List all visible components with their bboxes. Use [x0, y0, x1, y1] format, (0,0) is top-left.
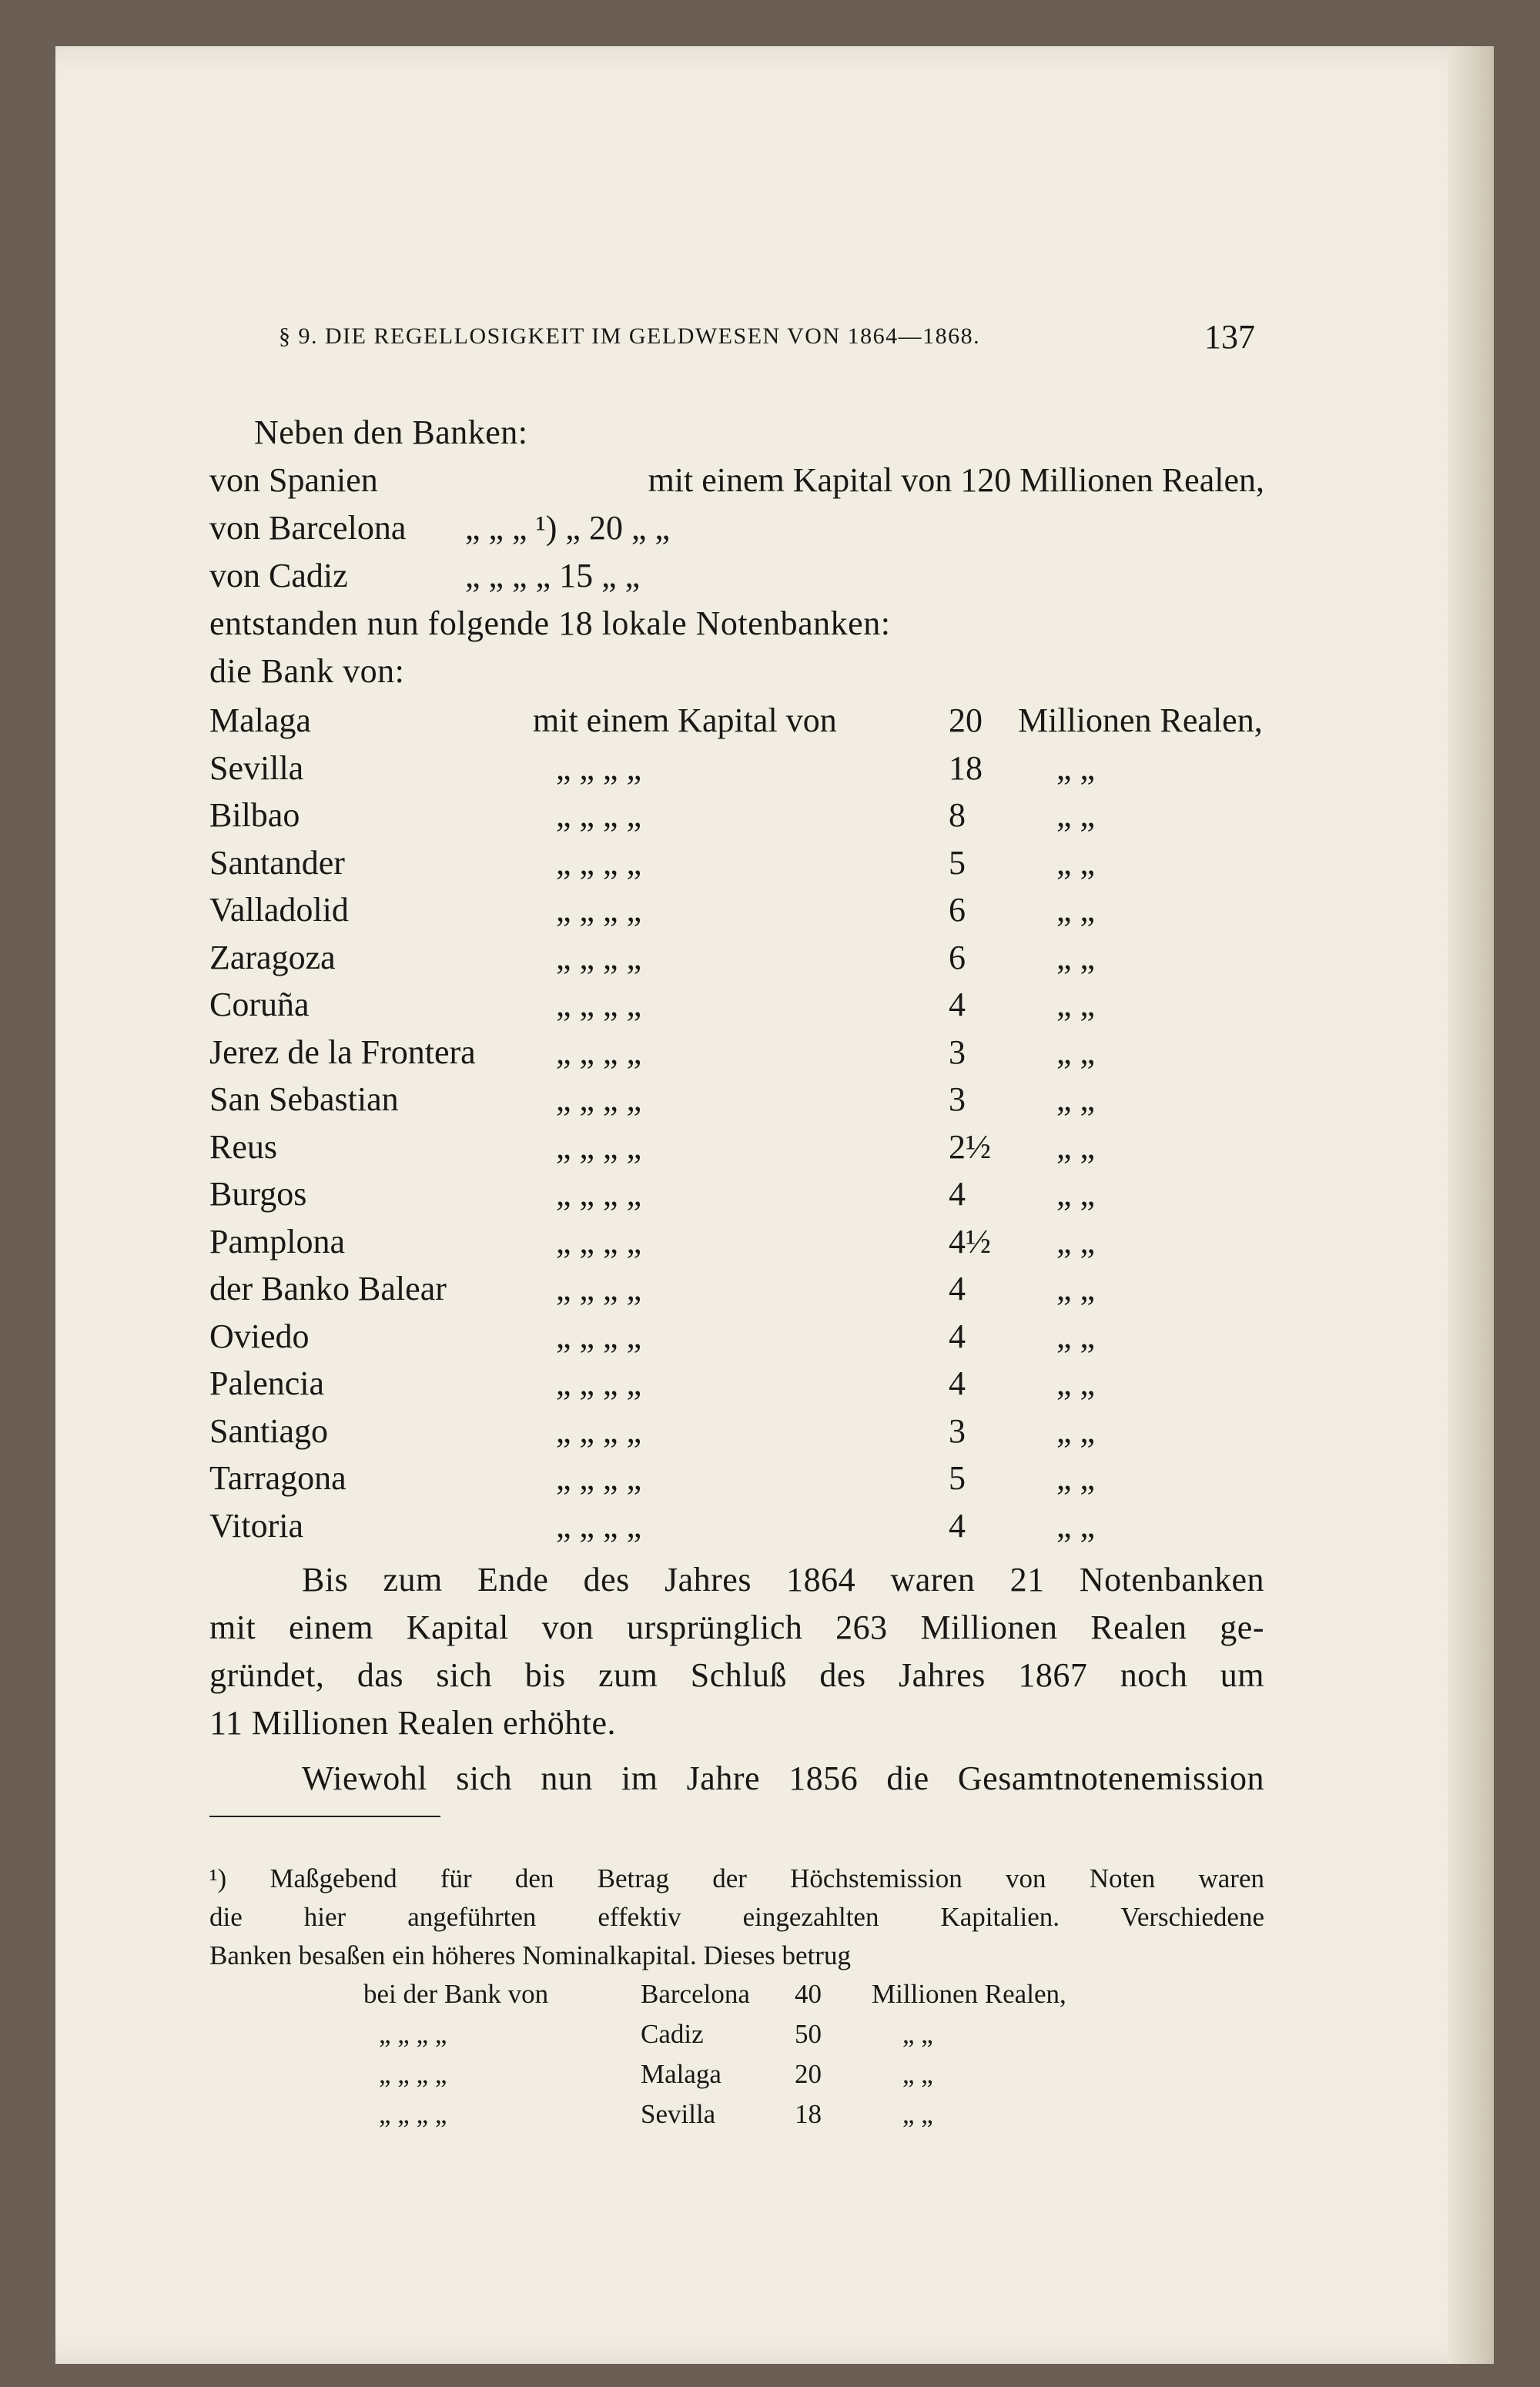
bank-capital: „ „ „ „ 15 „ „	[465, 557, 641, 594]
bank-name: Bilbao	[209, 796, 300, 834]
bank-capital: „ „ „ ¹) „ 20 „ „	[465, 509, 671, 547]
footnote-prefix: „ „ „ „	[379, 2059, 447, 2089]
footnote-amount: 40	[795, 1979, 822, 2009]
bank-name: Vitoria	[209, 1506, 303, 1545]
bank-unit: „ „	[1056, 1459, 1096, 1497]
bank-unit: „ „	[1056, 1080, 1096, 1118]
footnote-unit: „ „	[902, 2059, 933, 2089]
bank-capital: mit einem Kapital von 120 Millionen Realen,	[648, 461, 1264, 499]
bank-capital-text: „ „ „ „	[556, 986, 642, 1023]
footnote-city: Cadiz	[641, 2019, 704, 2049]
bank-amount: 4	[949, 1506, 966, 1545]
bank-capital-text: „ „ „ „	[556, 843, 642, 882]
bank-capital-text: „ „ „ „	[556, 1411, 642, 1450]
bank-row	[209, 1408, 1264, 1455]
footnote-row	[363, 1975, 1287, 2014]
bank-unit: „ „	[1056, 1175, 1096, 1213]
bank-name: Coruña	[209, 986, 310, 1023]
bank-amount: 4	[949, 1175, 966, 1213]
bank-unit: „ „	[1056, 1411, 1096, 1450]
footnote-row	[363, 2095, 1287, 2134]
bank-unit: „ „	[1056, 1222, 1096, 1260]
paragraph-line: Wiewohl sich nun im Jahre 1856 die Gesamtnotenemission	[302, 1759, 1264, 1797]
bank-amount: 4	[949, 986, 966, 1023]
footnote-row	[363, 2015, 1287, 2054]
bank-capital-text: „ „ „ „	[556, 938, 642, 976]
intro-row	[209, 457, 1264, 504]
bank-name: San Sebastian	[209, 1080, 399, 1118]
bank-amount: 8	[949, 796, 966, 834]
bank-row	[209, 1124, 1264, 1170]
bank-row	[209, 1361, 1264, 1407]
bank-capital-text: „ „ „ „	[556, 891, 642, 929]
bank-capital-text: „ „ „ „	[556, 1270, 642, 1307]
bank-amount: 3	[949, 1080, 966, 1118]
bank-row	[209, 792, 1264, 839]
bank-name: Tarragona	[209, 1459, 346, 1497]
footnote-unit: „ „	[902, 2099, 933, 2129]
footnote-line: Banken besaßen ein höheres Nominalkapital. Dieses betrug	[209, 1940, 851, 1970]
intro-line: entstanden nun folgende 18 lokale Notenbanken:	[209, 604, 891, 642]
bank-name: von Barcelona	[209, 509, 407, 547]
bank-capital-text: „ „ „ „	[556, 1222, 642, 1260]
footnote-prefix: „ „ „ „	[379, 2019, 447, 2049]
bank-capital-text: „ „ „ „	[556, 1459, 642, 1497]
bank-amount: 5	[949, 1459, 966, 1497]
bank-name: Sevilla	[209, 748, 304, 787]
bank-amount: 3	[949, 1033, 966, 1071]
footnote-amount: 50	[795, 2019, 822, 2049]
bank-unit: „ „	[1056, 1033, 1096, 1071]
footnote-rule	[209, 1816, 440, 1817]
bank-name: von Cadiz	[209, 557, 348, 594]
bank-row	[209, 1029, 1264, 1076]
footnote-prefix: „ „ „ „	[379, 2099, 447, 2129]
bank-unit: „ „	[1056, 938, 1096, 976]
bank-row	[209, 982, 1264, 1028]
bank-capital-text: „ „ „ „	[556, 1506, 642, 1545]
bank-row	[209, 887, 1264, 933]
bank-capital-text: „ „ „ „	[556, 796, 642, 834]
bank-unit: „ „	[1056, 1317, 1096, 1355]
bank-name: Zaragoza	[209, 938, 336, 976]
bank-row	[209, 698, 1264, 744]
footnote-row	[363, 2055, 1287, 2094]
footnote-line: die hier angeführten effektiv eingezahlten Kapitalien. Verschiedene	[209, 1902, 1264, 1932]
bank-row	[209, 745, 1264, 792]
bank-unit: „ „	[1056, 1270, 1096, 1307]
running-header: § 9. DIE REGELLOSIGKEIT IM GELDWESEN VON 1864—1868.	[279, 323, 981, 349]
bank-name: Oviedo	[209, 1317, 310, 1355]
bank-amount: 20	[949, 701, 983, 739]
paragraph-line: 11 Millionen Realen erhöhte.	[209, 1704, 617, 1742]
bank-amount: 2½	[949, 1127, 991, 1166]
footnote-prefix: bei der Bank von	[363, 1979, 549, 2009]
bank-name: Palencia	[209, 1364, 325, 1402]
bank-row	[209, 935, 1264, 981]
bank-name: Malaga	[209, 701, 311, 739]
paragraph-line: gründet, das sich bis zum Schluß des Jahres 1867 noch um	[209, 1656, 1264, 1694]
bank-unit: „ „	[1056, 1364, 1096, 1402]
bank-row	[209, 1314, 1264, 1360]
bank-row	[209, 1455, 1264, 1502]
footnote-line: ¹) Maßgebend für den Betrag der Höchstemission von Noten waren	[209, 1863, 1264, 1893]
bank-amount: 6	[949, 891, 966, 929]
bank-name: Valladolid	[209, 891, 349, 929]
page-number: 137	[1204, 318, 1255, 356]
bank-capital-text: mit einem Kapital von	[533, 701, 837, 739]
bank-amount: 4	[949, 1317, 966, 1355]
bank-unit: „ „	[1056, 891, 1096, 929]
bank-row	[209, 1503, 1264, 1549]
bank-capital-text: „ „ „ „	[556, 1364, 642, 1402]
bank-capital-text: „ „ „ „	[556, 1127, 642, 1166]
paragraph-line: mit einem Kapital von ursprünglich 263 Millionen Realen ge-	[209, 1609, 1264, 1646]
bank-capital-text: „ „ „ „	[556, 748, 642, 787]
bank-unit: „ „	[1056, 748, 1096, 787]
bank-amount: 4	[949, 1364, 966, 1402]
footnote-city: Barcelona	[641, 1979, 750, 2009]
bank-amount: 5	[949, 843, 966, 882]
bank-unit: „ „	[1056, 1127, 1096, 1166]
bank-capital-text: „ „ „ „	[556, 1317, 642, 1355]
footnote-unit: „ „	[902, 2019, 933, 2049]
footnote-unit: Millionen Realen,	[872, 1979, 1066, 2009]
bank-row	[209, 840, 1264, 886]
intro-row	[209, 553, 1264, 599]
bank-row	[209, 1171, 1264, 1217]
bank-amount: 6	[949, 938, 966, 976]
bank-name: Jerez de la Frontera	[209, 1033, 476, 1071]
intro-line: die Bank von:	[209, 652, 405, 690]
bank-name: Burgos	[209, 1175, 307, 1213]
bank-capital-text: „ „ „ „	[556, 1033, 642, 1071]
bank-name: Pamplona	[209, 1222, 345, 1260]
bank-capital-text: „ „ „ „	[556, 1175, 642, 1213]
bank-unit: „ „	[1056, 986, 1096, 1023]
bank-row	[209, 1219, 1264, 1265]
bank-row	[209, 1266, 1264, 1312]
book-page	[55, 46, 1494, 2364]
bank-name: Santander	[209, 843, 345, 882]
bank-amount: 3	[949, 1411, 966, 1450]
bank-amount: 4	[949, 1270, 966, 1307]
bank-name: Reus	[209, 1127, 277, 1166]
intro-row	[209, 505, 1264, 551]
bank-name: von Spanien	[209, 461, 378, 499]
bank-unit: „ „	[1056, 796, 1096, 834]
bank-amount: 4½	[949, 1222, 991, 1260]
footnote-city: Malaga	[641, 2059, 721, 2089]
footnote-city: Sevilla	[641, 2099, 716, 2129]
bank-name: Santiago	[209, 1411, 328, 1450]
paragraph-line: Bis zum Ende des Jahres 1864 waren 21 Notenbanken	[302, 1561, 1264, 1599]
bank-unit: Millionen Realen,	[1018, 701, 1263, 739]
footnote-amount: 20	[795, 2059, 822, 2089]
bank-capital-text: „ „ „ „	[556, 1080, 642, 1118]
bank-unit: „ „	[1056, 1506, 1096, 1545]
footnote-amount: 18	[795, 2099, 822, 2129]
bank-amount: 18	[949, 748, 983, 787]
page-text	[55, 46, 1494, 2364]
bank-row	[209, 1076, 1264, 1123]
bank-unit: „ „	[1056, 843, 1096, 882]
bank-name: der Banko Balear	[209, 1270, 447, 1307]
intro-line: Neben den Banken:	[254, 413, 528, 451]
